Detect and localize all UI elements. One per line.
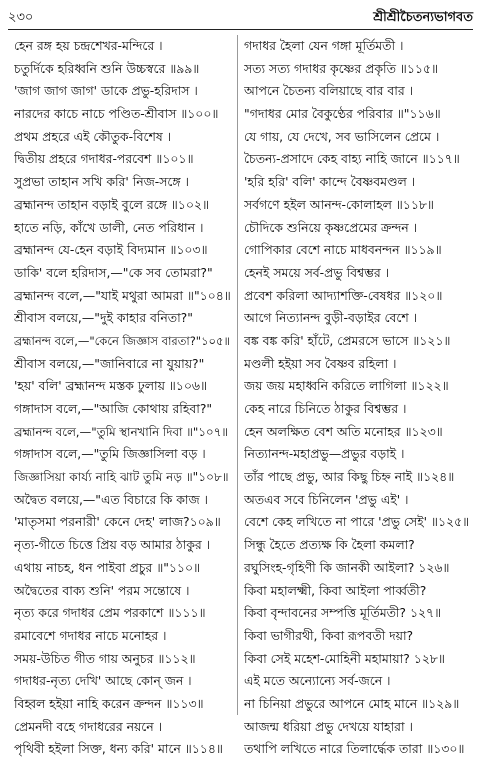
verse-line: এই মতে অন্যোন্যে সর্ব-জনে । — [244, 673, 391, 689]
verse-line: রঘুসিংহ-গৃহিণী কি জানকী আইলা? ১২৬॥ — [244, 559, 450, 575]
header-rule — [8, 29, 473, 30]
verse-line: মণ্ডলী হইয়া সব বৈষ্ণব রহিলা । — [244, 355, 397, 371]
verse-line: 'জাগ জাগ জাগ' ডাকে প্রভু-হরিদাস । — [14, 83, 198, 99]
verse-line: ব্রহ্মানন্দ যে-হেন বড়াই বিদ্যমান ॥১০৩॥ — [14, 242, 208, 258]
verse-line: গঙ্গাদাস বলে,—"তুমি জিজ্ঞাসিলা বড় । — [14, 446, 206, 462]
verse-line: অদ্বৈতের বাক্য শুনি' পরম সন্তোষে । — [14, 582, 190, 598]
verse-line: সুপ্রভা তাহান সখি করি' নিজ-সঙ্গে । — [14, 174, 189, 190]
verse-line: কেহ নারে চিনিতে ঠাকুর বিশ্বম্ভর । — [244, 401, 407, 416]
verse-line: তথাপি লখিতে নারে তিলার্দ্ধেক তারা ॥১৩০॥ — [244, 741, 465, 757]
verse-line: ব্রহ্মানন্দ বলে,—"কেনে জিজ্ঞাস বারতা?"১০৫॥ — [14, 333, 230, 348]
verse-line: গঙ্গাদাস বলে,—"আজি কোথায় রহিবা?" — [14, 401, 213, 416]
verse-line: তাঁর পাছে প্রভু, আর কিছু চিহ্ন নাই ॥১২৪॥ — [244, 469, 455, 485]
verse-line: যে গায়, যে দেখে, সব ভাসিলেন প্রেমে । — [244, 128, 440, 144]
verse-line: শ্রীবাস বলয়ে,—"দুই কাহার বনিতা?" — [14, 310, 193, 326]
right-column — [244, 35, 472, 761]
verse-line: ব্রহ্মানন্দ তাহান বড়াই বুলে রঙ্গে ॥১০২॥ — [14, 196, 209, 212]
verse-line: গদাধর হৈলা যেন গঙ্গা মূর্তিমতী । — [244, 38, 404, 53]
verse-line: প্রথম প্রহরে এই কৌতুক-বিশেষ । — [14, 128, 172, 144]
left-column — [14, 35, 232, 761]
verse-line: আপনে চৈতন্য বলিয়াছে বার বার । — [244, 83, 414, 99]
verse-line: কিবা সেই মহেশ-মোহিনী মহামায়া? ১২৮॥ — [244, 650, 445, 666]
verse-line: হাতে নড়ি, কাঁখে ডালী, নেত পরিধান । — [14, 219, 204, 235]
verse-line: কিবা বৃন্দাবনের সম্পত্তি মূর্তিমতী? ১২৭॥ — [244, 605, 442, 621]
verse-line: জয় জয় মহাধ্বনি করিতে লাগিলা ॥১২২॥ — [244, 378, 449, 394]
verse-line: চৈতন্য-প্রসাদে কেহ বাহ্য নাহি জানে ॥১১৭॥ — [244, 151, 460, 167]
verse-line: অদ্বৈত বলয়ে,—"এত বিচারে কি কাজ । — [14, 491, 208, 507]
verse-line: গোপিকার বেশে নাচে মাধবনন্দন ॥১১৯॥ — [244, 242, 442, 258]
verse-line: 'মাতৃসমা পরনারী' কেনে দেহ' লাজ?১০৯॥ — [14, 514, 221, 530]
verse-line: আজন্ম ধরিয়া প্রভু দেখয়ে যাহারা । — [244, 718, 413, 734]
verse-line: বঙ্ক বঙ্ক করি' হাঁটে, প্রেমরসে ভাসে ॥১২১॥ — [244, 332, 451, 348]
verse-line: প্রবেশ করিলা আদ্যাশক্তি-বেষধর ॥১২০॥ — [244, 287, 443, 303]
verse-line: অতএব সবে চিনিলেন 'প্রভু এই' । — [244, 491, 409, 507]
verse-line: না চিনিয়া প্রভুরে আপনে মোহ মানে ॥১২৯॥ — [244, 695, 460, 711]
verse-line: আগে নিত্যানন্দ বুড়ী-বড়াইর বেশে । — [244, 310, 418, 326]
verse-line: জিজ্ঞাসিয়া কার্য্য নাহি ঝাট তুমি নড় ॥"১০৮॥ — [14, 470, 229, 485]
verse-line: সিন্ধু হৈতে প্রত্যক্ষ কি হৈলা কমলা? — [244, 537, 415, 553]
verse-line: ডাকি' বলে হরিদাস,—"কে সব তোমরা?" — [14, 264, 213, 280]
verse-line: শ্রীবাস বলয়ে,—"জানিবারে না যুয়ায়?" — [14, 355, 205, 371]
column-divider — [237, 35, 238, 715]
verse-line: ব্রহ্মানন্দ বলে,—"তুমি স্থানখানি দিবা ॥"১০৭॥ — [14, 424, 228, 439]
verse-line: সর্বগণে হইল আনন্দ-কোলাহল ॥১১৮॥ — [244, 196, 434, 212]
verse-line: দ্বিতীয় প্রহরে গদাধর-পরবেশ ॥১০১॥ — [14, 151, 194, 167]
verse-line: প্রেমনদী বহে গদাধরের নয়নে । — [14, 718, 163, 734]
verse-line: গদাধর-নৃত্য দেখি' আছে কোন্ জন । — [14, 673, 192, 689]
book-title: শ্রীশ্রীচৈতন্যভাগবত — [373, 10, 473, 25]
page-number: ২৩০ — [8, 10, 34, 25]
verse-line: হেন রঙ্গ হয় চন্দ্রশেখর-মন্দিরে । — [14, 38, 163, 53]
verse-line: বেশে কেহ লখিতে না পারে 'প্রভু সেই' ॥১২৫॥ — [244, 514, 470, 530]
verse-line: চৌদিকে শুনিয়ে কৃষ্ণপ্রেমের ক্রন্দন । — [244, 219, 418, 235]
verse-line: 'হয়' বলি' ব্রহ্মানন্দ মস্তক ঢুলায় ॥১০৬॥ — [14, 378, 207, 394]
verse-line: রমাবেশে গদাধর নাচে মনোহর । — [14, 627, 167, 643]
verse-line: নারদের কাচে নাচে পণ্ডিত-শ্রীবাস ॥১০০॥ — [14, 106, 219, 122]
verse-line: ব্রহ্মানন্দ বলে,—"যাই মথুরা আমরা ॥"১০৪॥ — [14, 287, 231, 303]
verse-line: নৃত্য করে গদাধর প্রেম পরকাশে ॥১১১॥ — [14, 605, 206, 621]
verse-line: চতুর্দিকে হরিধ্বনি শুনি উচ্চস্বরে ॥৯৯॥ — [14, 60, 200, 76]
verse-line: নিত্যানন্দ-মহাপ্রভু—প্রভুর বড়াই । — [244, 446, 405, 462]
verse-line: 'হরি হরি' বলি' কান্দে বৈষ্ণবমণ্ডল । — [244, 174, 416, 190]
verse-line: সময়-উচিত গীত গায় অনুচর ॥১১২॥ — [14, 650, 196, 666]
verse-line: হেন অলক্ষিত বেশ অতি মনোহর ॥১২৩॥ — [244, 423, 443, 439]
verse-line: এথায় নাচহ, ধন পাইবা প্রচুর ॥"১১০॥ — [14, 559, 201, 575]
verse-line: "গদাধর মোর বৈকুণ্ঠের পরিবার ॥"১১৬॥ — [244, 106, 441, 122]
verse-line: হেনই সময়ে সর্ব-প্রভু বিশ্বম্ভর । — [244, 264, 390, 280]
verse-line: নৃত্য-গীতে চিত্তে প্রিয় বড় আমার ঠাকুর । — [14, 537, 211, 553]
verse-line: বিহ্বল হইয়া নাহি করেন ক্রন্দন ॥১১৩॥ — [14, 695, 204, 711]
verse-line: কিবা মহালক্ষ্মী, কিবা আইলা পার্ব্বতী? — [244, 582, 427, 598]
verse-line: সত্য সত্য গদাধর কৃষ্ণের প্রকৃতি ॥১১৫॥ — [244, 60, 438, 76]
page-header — [8, 6, 473, 28]
verse-line: পৃথিবী হইলা সিক্ত, ধন্য করি' মানে ॥১১৪॥ — [14, 741, 223, 757]
verse-line: কিবা ভাগীরথী, কিবা রূপবতী দয়া? — [244, 627, 414, 643]
